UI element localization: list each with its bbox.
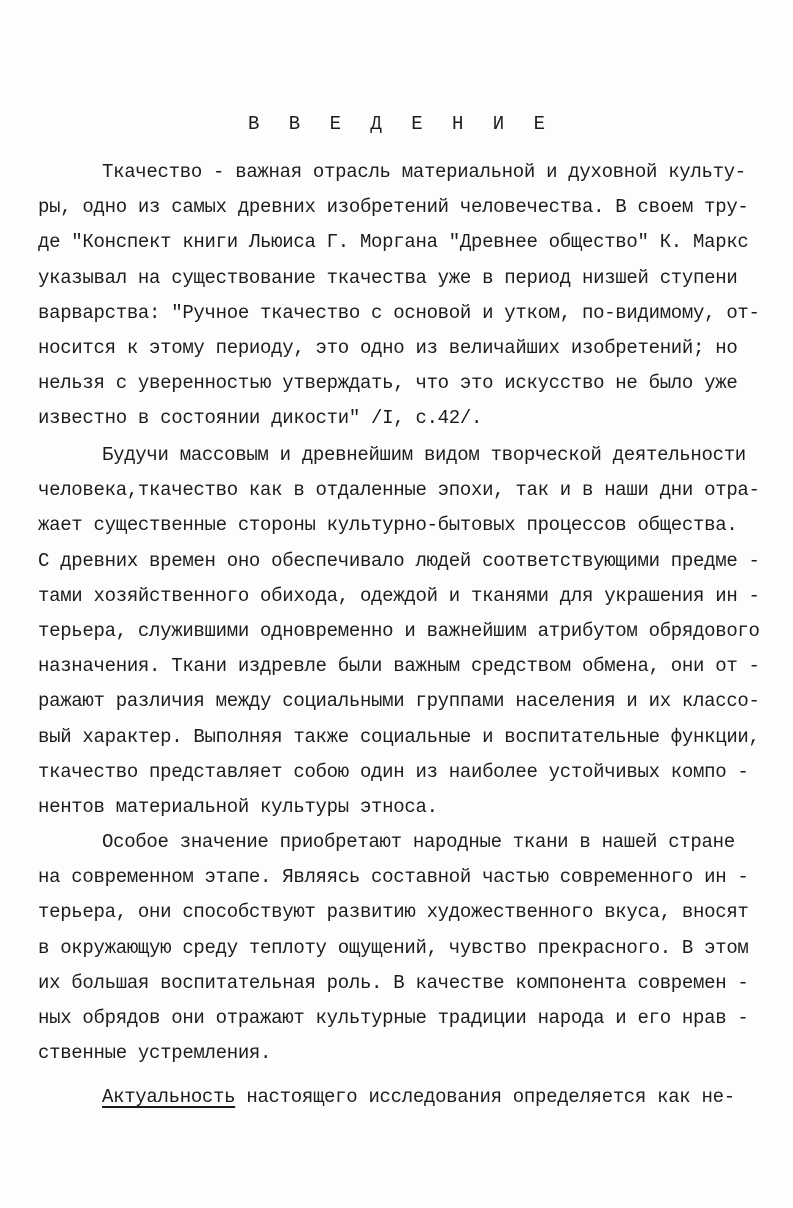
text-line: носится к этому периоду, это одно из величайших изобретений; но	[38, 336, 738, 359]
text-line: ры, одно из самых древних изобретений человечества. В своем тру-	[38, 196, 749, 219]
text-line: на современном этапе. Являясь составной частью современного ин -	[38, 866, 749, 889]
text-line: тами хозяйственного обихода, одеждой и тканями для украшения ин -	[38, 584, 760, 607]
text-line: нентов материальной культуры этноса.	[38, 795, 438, 818]
text-line	[38, 1080, 738, 1115]
text-line: известно в состоянии дикости" /I, с.42/.	[38, 407, 483, 430]
text-line: человека,ткачество как в отдаленные эпохи, так и в наши дни отра-	[38, 479, 760, 502]
text-line: ткачество представляет собою один из наиболее устойчивых компо -	[38, 760, 749, 783]
paragraph-1	[38, 155, 760, 437]
text-line: Будучи массовым и древнейшим видом творческой деятельности	[102, 444, 746, 466]
section-title: В В Е Д Е Н И Е	[247, 113, 555, 135]
text-line: указывал на существование ткачества уже в период низшей ступени	[38, 266, 738, 289]
paragraph-4	[38, 1080, 738, 1115]
text-line: их большая воспитательная роль. В качестве компонента современ -	[38, 971, 749, 994]
text-line: назначения. Ткани издревле были важным средством обмена, они от -	[38, 655, 760, 678]
text-line: Ткачество - важная отрасль материальной и духовной культу-	[102, 161, 746, 183]
text-line: ственные устремления.	[38, 1042, 272, 1065]
text-line: Особое значение приобретают народные ткани в нашей стране	[102, 831, 735, 853]
text-line: де "Конспект книги Льюиса Г. Моргана "Древнее общество" К. Маркс	[38, 231, 749, 254]
text-line: в окружающую среду теплоту ощущений, чувство прекрасного. В этом	[38, 936, 749, 959]
text-line: варварства: "Ручное ткачество с основой и утком, по-видимому, от-	[38, 301, 760, 324]
paragraph-2	[38, 438, 760, 825]
text-line: ражают различия между социальными группами населения и их классо-	[38, 690, 760, 713]
text-fragment: настоящего исследования определяется как не-	[235, 1086, 735, 1108]
text-line: С древних времен оно обеспечивало людей соответствующими предме -	[38, 549, 760, 572]
text-line: ных обрядов они отражают культурные традиции народа и его нрав -	[38, 1006, 749, 1029]
text-line: нельзя с уверенностью утверждать, что это искусство не было уже	[38, 372, 738, 395]
text-line: жает существенные стороны культурно-бытовых процессов общества.	[38, 514, 738, 537]
text-line: вый характер. Выполняя также социальные и воспитательные функции,	[38, 725, 760, 748]
text-line: терьера, служившими одновременно и важнейшим атрибутом обрядового	[38, 619, 760, 642]
text-line: терьера, они способствуют развитию художественного вкуса, вносят	[38, 901, 749, 924]
paragraph-3	[38, 825, 749, 1071]
underlined-term: Актуальность	[102, 1086, 236, 1108]
